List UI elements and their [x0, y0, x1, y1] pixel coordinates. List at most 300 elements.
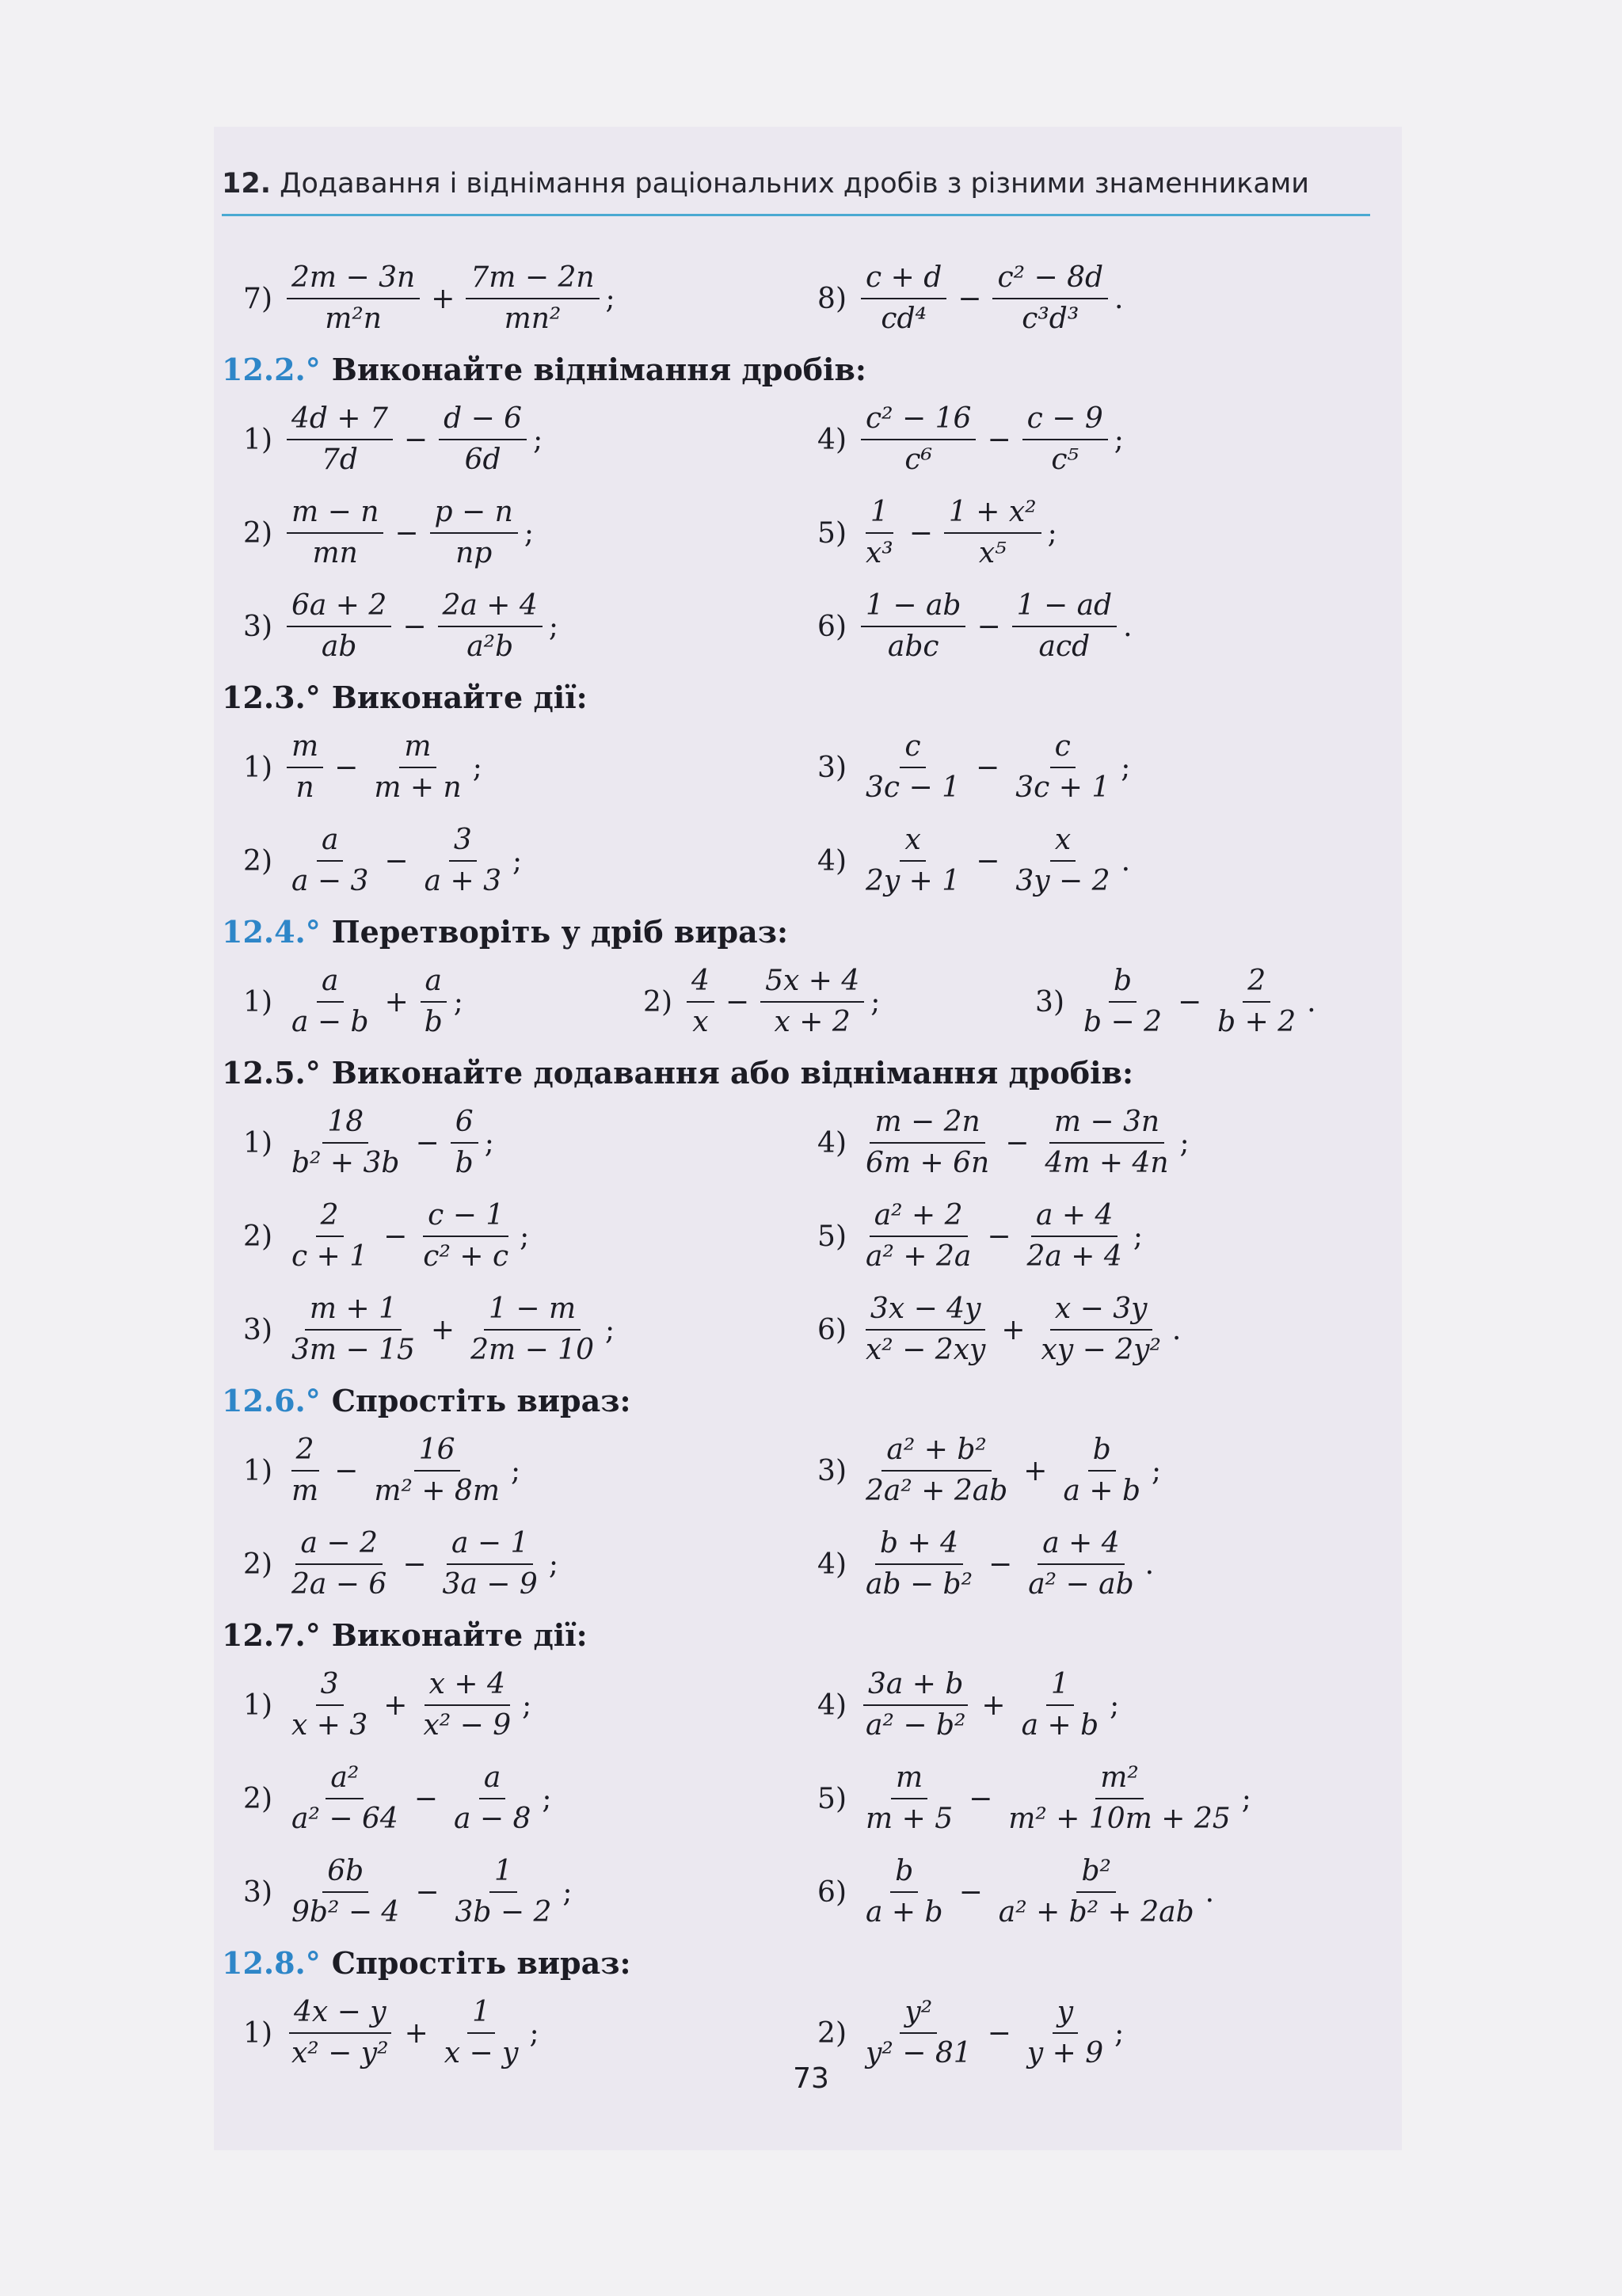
numerator: 3 — [449, 821, 477, 862]
exercise-item — [222, 1758, 552, 1839]
expression — [858, 821, 1130, 901]
fraction — [1213, 961, 1300, 1042]
numerator: 18 — [322, 1102, 368, 1144]
numerator: c − 1 — [423, 1196, 508, 1237]
task-number: 12.5.° — [222, 1054, 321, 1091]
numerator: 4x − y — [289, 1993, 391, 2034]
numerator: d − 6 — [439, 399, 527, 440]
denominator: 2m − 10 — [470, 1334, 594, 1366]
fraction — [287, 1289, 420, 1370]
expression — [858, 1758, 1251, 1839]
task-heading — [222, 1049, 1378, 1096]
punctuation: ; — [548, 610, 558, 643]
fraction — [287, 1524, 391, 1605]
fraction — [1079, 961, 1167, 1042]
item-label: 1) — [243, 985, 272, 1019]
punctuation: ; — [524, 516, 534, 550]
exercise-item — [222, 1524, 558, 1605]
exercise-item — [222, 1430, 520, 1511]
fraction — [861, 727, 965, 808]
expression — [284, 1430, 520, 1511]
numerator: 1 — [489, 1852, 517, 1893]
operator: − — [958, 1875, 983, 1909]
fraction — [369, 727, 466, 808]
expression — [858, 1524, 1154, 1605]
fraction — [287, 586, 391, 667]
fraction — [1017, 1665, 1104, 1746]
exercise-item — [796, 727, 1130, 808]
numerator: 6a + 2 — [287, 586, 391, 627]
numerator: p − n — [430, 493, 518, 534]
numerator: a + 4 — [1038, 1524, 1124, 1565]
fraction — [440, 1993, 524, 2073]
exercise-item — [796, 1993, 1124, 2073]
denominator: m² + 10m + 25 — [1008, 1803, 1231, 1835]
expression — [284, 586, 558, 667]
operator: − — [383, 1220, 408, 1253]
expression — [858, 586, 1133, 667]
numerator: m + 1 — [305, 1289, 402, 1331]
numerator: a² — [326, 1758, 364, 1799]
denominator: 3b − 2 — [455, 1896, 552, 1929]
punctuation: ; — [548, 1548, 558, 1581]
numerator: 3 — [316, 1665, 344, 1706]
fraction — [466, 258, 599, 339]
denominator: 9b² − 4 — [291, 1896, 400, 1929]
denominator: cd⁴ — [881, 303, 927, 335]
task-heading — [222, 673, 1378, 721]
operator: − — [415, 1875, 440, 1909]
operator: + — [404, 2016, 428, 2050]
numerator: 6b — [322, 1852, 368, 1893]
task-heading — [222, 345, 1378, 393]
fraction — [466, 1289, 599, 1370]
numerator: a — [421, 961, 447, 1003]
chapter-number: 12. — [222, 168, 272, 200]
denominator: 3a − 9 — [442, 1568, 538, 1601]
operator: + — [1001, 1313, 1026, 1346]
numerator: x — [1050, 821, 1076, 862]
fraction — [420, 821, 506, 901]
exercise-item — [222, 1289, 615, 1370]
operator: − — [334, 1454, 359, 1487]
exercise-item — [796, 1852, 1214, 1932]
numerator: m − n — [287, 493, 383, 534]
punctuation: . — [1171, 1313, 1182, 1346]
task-number: 12.4.° — [222, 913, 321, 950]
exercise-item — [796, 1196, 1143, 1277]
exercise-item — [622, 961, 880, 1042]
item-label: 6) — [817, 1313, 847, 1346]
task-number: 12.2.° — [222, 351, 321, 387]
exercise-item — [796, 821, 1130, 901]
operator: − — [402, 610, 427, 643]
task-number: 12.7.° — [222, 1616, 321, 1653]
numerator: a + 4 — [1031, 1196, 1118, 1237]
item-label: 2) — [243, 1782, 272, 1815]
exercise-item — [222, 493, 534, 573]
fraction — [287, 1665, 372, 1746]
denominator: a + 3 — [424, 865, 502, 897]
fraction — [861, 1102, 994, 1183]
numerator: 7m − 2n — [466, 258, 599, 299]
denominator: m — [291, 1475, 319, 1507]
item-label: 4) — [817, 1126, 847, 1159]
fraction — [369, 1430, 504, 1511]
item-label: 5) — [817, 1220, 847, 1253]
item-label: 2) — [243, 516, 272, 550]
punctuation: . — [1205, 1875, 1215, 1909]
denominator: c⁵ — [1051, 444, 1079, 476]
denominator: m² + 8m — [374, 1475, 500, 1507]
exercise-item — [796, 1758, 1251, 1839]
denominator: c³d³ — [1022, 303, 1079, 335]
fraction — [760, 961, 864, 1042]
item-label: 3) — [243, 1313, 272, 1346]
numerator: a² + 2 — [870, 1196, 968, 1237]
fraction — [994, 1852, 1199, 1932]
chapter-title: Додавання і віднімання раціональних дробів з різними знаменниками — [280, 168, 1310, 200]
fraction — [287, 1993, 394, 2073]
fraction — [287, 258, 420, 339]
fraction — [861, 493, 898, 573]
numerator: c — [1050, 727, 1076, 768]
item-label: 4) — [817, 1548, 847, 1581]
punctuation: ; — [1110, 1689, 1120, 1722]
exercise-row — [222, 486, 1378, 580]
fraction — [861, 1852, 948, 1932]
numerator: b — [1088, 1430, 1116, 1472]
operator: − — [969, 1782, 993, 1815]
denominator: m²n — [325, 303, 382, 335]
expression — [284, 727, 482, 808]
exercise-item — [796, 493, 1057, 573]
fraction — [1058, 1430, 1145, 1511]
fraction — [287, 493, 383, 573]
punctuation: ; — [562, 1875, 573, 1909]
operator: − — [977, 610, 1001, 643]
expression — [284, 258, 615, 339]
denominator: b² + 3b — [291, 1147, 400, 1179]
operator: − — [958, 282, 982, 315]
denominator: c + 1 — [291, 1240, 368, 1273]
denominator: 3c − 1 — [866, 771, 961, 804]
fraction — [1011, 727, 1114, 808]
punctuation: ; — [604, 1313, 615, 1346]
expression — [284, 1993, 539, 2073]
numerator: 1 − ad — [1012, 586, 1117, 627]
denominator: 4m + 4n — [1045, 1147, 1169, 1179]
exercise-item — [222, 258, 615, 339]
denominator: acd — [1038, 630, 1091, 663]
denominator: a² + 2a — [866, 1240, 972, 1273]
fraction — [861, 399, 976, 480]
numerator: 16 — [414, 1430, 460, 1472]
denominator: a − 3 — [291, 865, 369, 897]
task-instruction: Виконайте дії: — [331, 1616, 588, 1653]
numerator: m − 2n — [870, 1102, 984, 1144]
operator: + — [981, 1689, 1006, 1722]
numerator: 1 − ab — [861, 586, 965, 627]
exercise-item — [1014, 961, 1316, 1042]
expression — [858, 1665, 1119, 1746]
denominator: 2a² + 2ab — [866, 1475, 1008, 1507]
numerator: a − 1 — [447, 1524, 533, 1565]
exercise-list — [222, 252, 1378, 2080]
fraction — [861, 1289, 990, 1370]
numerator: c − 9 — [1022, 399, 1108, 440]
exercise-row — [222, 814, 1378, 908]
item-label: 3) — [243, 610, 272, 643]
task-heading — [222, 1939, 1378, 1986]
numerator: 2 — [316, 1196, 344, 1237]
punctuation: ; — [472, 751, 482, 784]
numerator: a — [317, 961, 343, 1003]
denominator: mn — [312, 537, 358, 569]
expression — [284, 1102, 494, 1183]
exercise-row — [222, 1658, 1378, 1752]
denominator: y + 9 — [1026, 2037, 1104, 2069]
item-label: 2) — [643, 985, 672, 1019]
numerator: m — [399, 727, 436, 768]
operator: + — [431, 282, 455, 315]
numerator: 2m − 3n — [287, 258, 420, 299]
numerator: a² + b² — [881, 1430, 991, 1472]
exercise-item — [796, 1289, 1181, 1370]
item-label: 6) — [817, 1875, 847, 1909]
denominator: x + 2 — [774, 1006, 851, 1038]
operator: − — [976, 844, 1000, 878]
denominator: np — [455, 537, 493, 569]
fraction — [861, 1524, 977, 1605]
denominator: a²b — [466, 630, 514, 663]
denominator: abc — [887, 630, 939, 663]
denominator: m + n — [374, 771, 462, 804]
expression — [1076, 961, 1316, 1042]
expression — [858, 493, 1057, 573]
punctuation: ; — [542, 1782, 552, 1815]
numerator: 6 — [451, 1102, 478, 1144]
punctuation: . — [1121, 844, 1131, 878]
fraction — [287, 1430, 323, 1511]
operator: − — [334, 751, 359, 784]
denominator: b − 2 — [1083, 1006, 1162, 1038]
numerator: 4 — [687, 961, 714, 1003]
denominator: a + b — [866, 1896, 943, 1929]
item-label: 4) — [817, 1689, 847, 1722]
denominator: 2a − 6 — [291, 1568, 387, 1601]
item-label: 1) — [243, 2016, 272, 2050]
denominator: xy − 2y² — [1041, 1334, 1161, 1366]
punctuation: ; — [1241, 1782, 1251, 1815]
punctuation: . — [1123, 610, 1133, 643]
task-instruction: Виконайте віднімання дробів: — [331, 351, 866, 387]
operator: − — [987, 2016, 1011, 2050]
exercise-row — [222, 1424, 1378, 1517]
punctuation: ; — [520, 1220, 530, 1253]
fraction — [418, 1665, 516, 1746]
denominator: x³ — [866, 537, 893, 569]
task-instruction: Спростіть вираз: — [331, 1382, 631, 1418]
denominator: mn² — [504, 303, 562, 335]
item-label: 1) — [243, 423, 272, 456]
fraction — [287, 821, 373, 901]
task-number: 12.8.° — [222, 1944, 321, 1981]
numerator: 3x − 4y — [866, 1289, 986, 1331]
exercise-item — [796, 1665, 1119, 1746]
operator: − — [403, 423, 428, 456]
fraction — [861, 1993, 977, 2073]
item-label: 7) — [243, 282, 272, 315]
denominator: 3y − 2 — [1015, 865, 1110, 897]
fraction — [439, 399, 527, 480]
denominator: a − b — [291, 1006, 369, 1038]
operator: − — [976, 751, 1000, 784]
numerator: c — [900, 727, 925, 768]
punctuation: ; — [533, 423, 543, 456]
operator: − — [1005, 1126, 1030, 1159]
item-label: 1) — [243, 751, 272, 784]
numerator: 4d + 7 — [287, 399, 393, 440]
exercise-item — [222, 586, 558, 667]
task-instruction: Спростіть вираз: — [331, 1944, 631, 1981]
fraction — [861, 586, 965, 667]
operator: − — [725, 985, 750, 1019]
item-label: 4) — [817, 844, 847, 878]
denominator: b — [424, 1006, 443, 1038]
punctuation: . — [1307, 985, 1316, 1019]
expression — [858, 258, 1123, 339]
denominator: c² + c — [423, 1240, 509, 1273]
exercise-item — [222, 1852, 573, 1932]
denominator: b + 2 — [1217, 1006, 1296, 1038]
item-label: 4) — [817, 423, 847, 456]
expression — [284, 1758, 552, 1839]
fraction — [449, 1758, 535, 1839]
item-label: 2) — [243, 844, 272, 878]
denominator: a + b — [1063, 1475, 1140, 1507]
chapter-header — [222, 168, 1370, 216]
task-heading — [222, 1376, 1378, 1424]
fraction — [438, 586, 543, 667]
operator: − — [394, 516, 419, 550]
exercise-row — [222, 721, 1378, 814]
denominator: 6m + 6n — [866, 1147, 990, 1179]
item-label: 3) — [1035, 985, 1064, 1019]
numerator: x + 4 — [425, 1665, 510, 1706]
fraction — [287, 961, 374, 1042]
exercise-item — [222, 961, 463, 1042]
fraction — [944, 493, 1041, 573]
exercise-row — [222, 1517, 1378, 1611]
punctuation: ; — [870, 985, 881, 1019]
numerator: b + 4 — [875, 1524, 963, 1565]
numerator: 1 — [467, 1993, 495, 2034]
expression — [683, 961, 880, 1042]
numerator: a — [479, 1758, 505, 1799]
numerator: c + d — [861, 258, 946, 299]
numerator: x − 3y — [1050, 1289, 1152, 1331]
task-number: 12.6.° — [222, 1382, 321, 1418]
fraction — [1022, 399, 1108, 480]
exercise-row — [222, 580, 1378, 673]
fraction — [287, 727, 323, 808]
operator: + — [384, 985, 409, 1019]
item-label: 1) — [243, 1689, 272, 1722]
item-label: 2) — [243, 1548, 272, 1581]
exercise-row — [222, 1096, 1378, 1190]
denominator: a² − 64 — [291, 1803, 398, 1835]
denominator: x — [692, 1006, 709, 1038]
item-label: 6) — [817, 610, 847, 643]
denominator: 6d — [464, 444, 501, 476]
denominator: a² − b² — [866, 1709, 966, 1742]
numerator: x — [900, 821, 925, 862]
numerator: 1 — [1046, 1665, 1074, 1706]
expression — [858, 399, 1124, 480]
numerator: 2a + 4 — [438, 586, 543, 627]
punctuation: ; — [529, 2016, 539, 2050]
exercise-item — [222, 821, 522, 901]
numerator: 1 + x² — [944, 493, 1041, 534]
exercise-row — [222, 1190, 1378, 1283]
punctuation: ; — [1121, 751, 1131, 784]
denominator: x + 3 — [291, 1709, 368, 1742]
numerator: a — [317, 821, 343, 862]
numerator: m — [891, 1758, 927, 1799]
numerator: y² — [900, 1993, 937, 2034]
exercise-item — [222, 727, 482, 808]
operator: − — [1178, 985, 1202, 1019]
denominator: 3c + 1 — [1015, 771, 1110, 804]
task-heading — [222, 908, 1378, 955]
operator: − — [415, 1126, 440, 1159]
item-label: 3) — [817, 751, 847, 784]
numerator: c² − 16 — [861, 399, 976, 440]
exercise-row — [222, 1752, 1378, 1845]
operator: − — [987, 423, 1011, 456]
denominator: ab — [321, 630, 357, 663]
task-instruction: Виконайте дії: — [331, 679, 588, 715]
expression — [284, 1196, 529, 1277]
numerator: b — [890, 1852, 918, 1893]
exercise-item — [222, 399, 543, 480]
denominator: 7d — [321, 444, 358, 476]
exercise-item — [796, 1524, 1154, 1605]
punctuation: ; — [510, 1454, 521, 1487]
exercise-item — [222, 1665, 531, 1746]
numerator: c² − 8d — [992, 258, 1108, 299]
punctuation: ; — [1152, 1454, 1162, 1487]
fraction — [451, 1102, 478, 1183]
fraction — [420, 961, 447, 1042]
exercise-item — [796, 399, 1124, 480]
denominator: y² − 81 — [866, 2037, 972, 2069]
item-label: 2) — [817, 2016, 847, 2050]
denominator: c⁶ — [904, 444, 933, 476]
exercise-row — [222, 252, 1378, 345]
fraction — [438, 1524, 543, 1605]
exercise-item — [796, 258, 1123, 339]
fraction — [287, 1196, 372, 1277]
expression — [284, 399, 543, 480]
numerator: m − 3n — [1049, 1102, 1164, 1144]
exercise-row — [222, 955, 1378, 1049]
expression — [284, 1289, 615, 1370]
punctuation: ; — [605, 282, 615, 315]
expression — [858, 1289, 1181, 1370]
punctuation: ; — [512, 844, 523, 878]
